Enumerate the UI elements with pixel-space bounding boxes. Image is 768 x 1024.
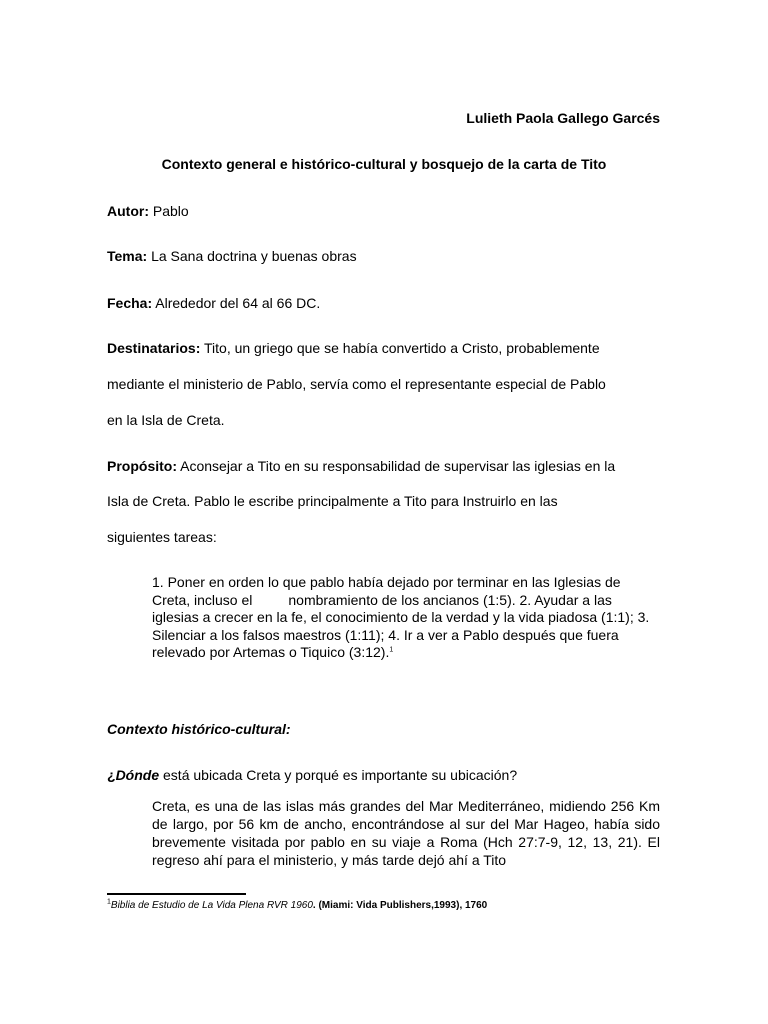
field-proposito-line1: Aconsejar a Tito en su responsabilidad de supervisar las iglesias en la: [177, 458, 616, 474]
field-proposito: [107, 458, 615, 475]
field-autor: [107, 203, 189, 220]
field-proposito-label: Propósito:: [107, 458, 177, 474]
footnote-title: Biblia de Estudio de La Vida Plena RVR 1960: [110, 900, 313, 911]
field-autor-value: Pablo: [149, 203, 189, 219]
field-proposito-line2: Isla de Creta. Pablo le escribe principalmente a Tito para Instruirlo en las: [107, 493, 558, 509]
field-tema: [107, 248, 357, 265]
document-title: Contexto general e histórico-cultural y bosquejo de la carta de Tito: [161, 156, 607, 172]
task-list-part2: nombramiento de los ancianos (1:5). 2. Ayudar a las iglesias a crecer en la fe, el conocimiento de la verdad y la vida piadosa (1:1); 3. Silenciar a los falsos maestros (1:11); 4. Ir a ver a Pablo después que fuera relevado por Artemas o Tiquico (3:12).: [152, 591, 650, 660]
field-fecha: [107, 295, 320, 312]
field-destinatarios: [107, 340, 600, 357]
footnote-rest: . (Miami: Vida Publishers,1993), 1760: [312, 900, 488, 911]
field-proposito-line3: siguientes tareas:: [107, 529, 217, 545]
task-list: [152, 574, 660, 662]
field-tema-label: Tema:: [107, 248, 148, 264]
task-list-part1: 1. Poner en orden lo que pablo había dejado por terminar en las Iglesias de Creta, incluso el: [152, 574, 621, 608]
field-destinatarios-line2: mediante el ministerio de Pablo, servía como el representante especial de Pablo: [107, 376, 606, 392]
section-heading: Contexto histórico-cultural:: [107, 721, 291, 737]
answer-paragraph: Creta, es una de las islas más grandes del Mar Mediterráneo, midiendo 256 Km de largo, por 56 km de ancho, encontrándose al sur del Mar Hageo, había sido brevemente visitada por pablo en su viaje a Roma (Hch 27:7-9, 12, 13, 21). El regreso ahí para el ministerio, y más tarde dejó ahí a Tito: [152, 798, 660, 868]
field-destinatarios-label: Destinatarios:: [107, 340, 201, 356]
question-open-mark: ¿: [107, 767, 116, 783]
field-destinatarios-line1: Tito, un griego que se había convertido a Cristo, probablemente: [200, 340, 600, 356]
author-name: Lulieth Paola Gallego Garcés: [466, 110, 660, 126]
field-fecha-value: Alrededor del 64 al 66 DC.: [152, 295, 321, 311]
question-line: [107, 767, 517, 784]
field-fecha-label: Fecha:: [107, 295, 153, 311]
question-rest: está ubicada Creta y porqué es importante su ubicación?: [159, 767, 518, 783]
footnote-mark: 1: [107, 898, 111, 906]
footnote: [107, 899, 487, 912]
question-emphasis: Dónde: [115, 767, 160, 783]
field-tema-value: La Sana doctrina y buenas obras: [147, 248, 357, 264]
field-destinatarios-line3: en la Isla de Creta.: [107, 412, 225, 428]
footnote-reference: 1: [389, 646, 394, 654]
footnote-divider: [107, 893, 246, 895]
field-autor-label: Autor:: [107, 203, 149, 219]
